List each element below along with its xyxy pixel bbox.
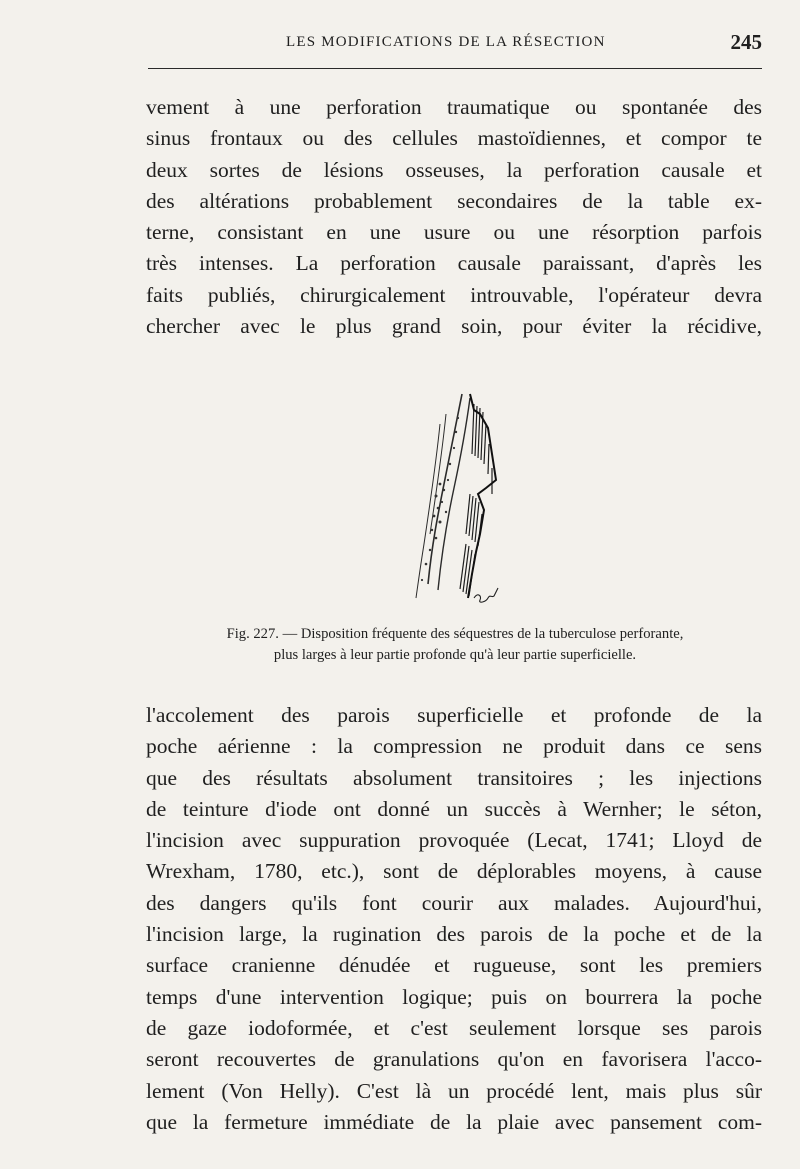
text-line: surface cranienne dénudée et rugueuse, sont les premiers [146,953,762,978]
running-title: LES MODIFICATIONS DE LA RÉSECTION [286,34,606,50]
sequestrum-stipple [421,417,459,581]
text-line: chercher avec le plus grand soin, pour éviter la récidive, [146,314,762,339]
text-line: sinus frontaux ou des cellules mastoïdiennes, et compor te [146,126,762,151]
text-line: Wrexham, 1780, etc.), sont de déplorables moyens, à cause [146,859,762,884]
text-line: que la fermeture immédiate de la plaie avec pansement com- [146,1109,762,1134]
text-line: temps d'une intervention logique; puis on bourrera la poche [146,984,762,1009]
text-line: de gaze iodoformée, et c'est seulement lorsque ses parois [146,1015,762,1040]
text-line: lement (Von Helly). C'est là un procédé lent, mais plus sûr [146,1078,762,1103]
text-line: des dangers qu'ils font courir aux malades. Aujourd'hui, [146,890,762,915]
caption-line: Fig. 227. — Disposition fréquente des séquestres de la tuberculose perforante, [226,626,684,642]
text-line: l'incision avec suppuration provoquée (Lecat, 1741; Lloyd de [146,828,762,853]
text-line: deux sortes de lésions osseuses, la perforation causale et [146,157,762,182]
text-line: poche aérienne : la compression ne produit dans ce sens [146,734,762,759]
text-line: des altérations probablement secondaires de la table ex- [146,188,762,213]
text-line: l'accolement des parois superficielle et profonde de la [146,703,762,727]
text-line: l'incision large, la rugination des parois de la poche et de la [146,922,762,947]
bone-section-drawing [416,394,470,598]
text-line: de teinture d'iode ont donné un succès à Wernher; le séton, [146,796,762,821]
caption-line: plus larges à leur partie profonde qu'à leur partie superficielle. [273,647,637,663]
figure-caption [150,624,760,666]
bottom-paragraph [146,700,762,1138]
text-line: faits publiés, chirurgicalement introuvable, l'opérateur devra [146,282,762,307]
text-line: seront recouvertes de granulations qu'on en favorisera l'acco- [146,1047,762,1072]
figure-illustration [400,384,510,616]
page-header [148,28,762,58]
text-line: que des résultats absolument transitoires ; les injections [146,765,762,790]
page-number: 245 [730,30,762,54]
text-line: très intenses. La perforation causale paraissant, d'après les [146,251,762,276]
text-line: vement à une perforation traumatique ou spontanée des [146,95,762,119]
header-rule [148,68,762,69]
text-line: terne, consistant en une usure ou une résorption parfois [146,220,762,245]
top-paragraph [146,92,762,342]
signature-mark [474,588,498,602]
